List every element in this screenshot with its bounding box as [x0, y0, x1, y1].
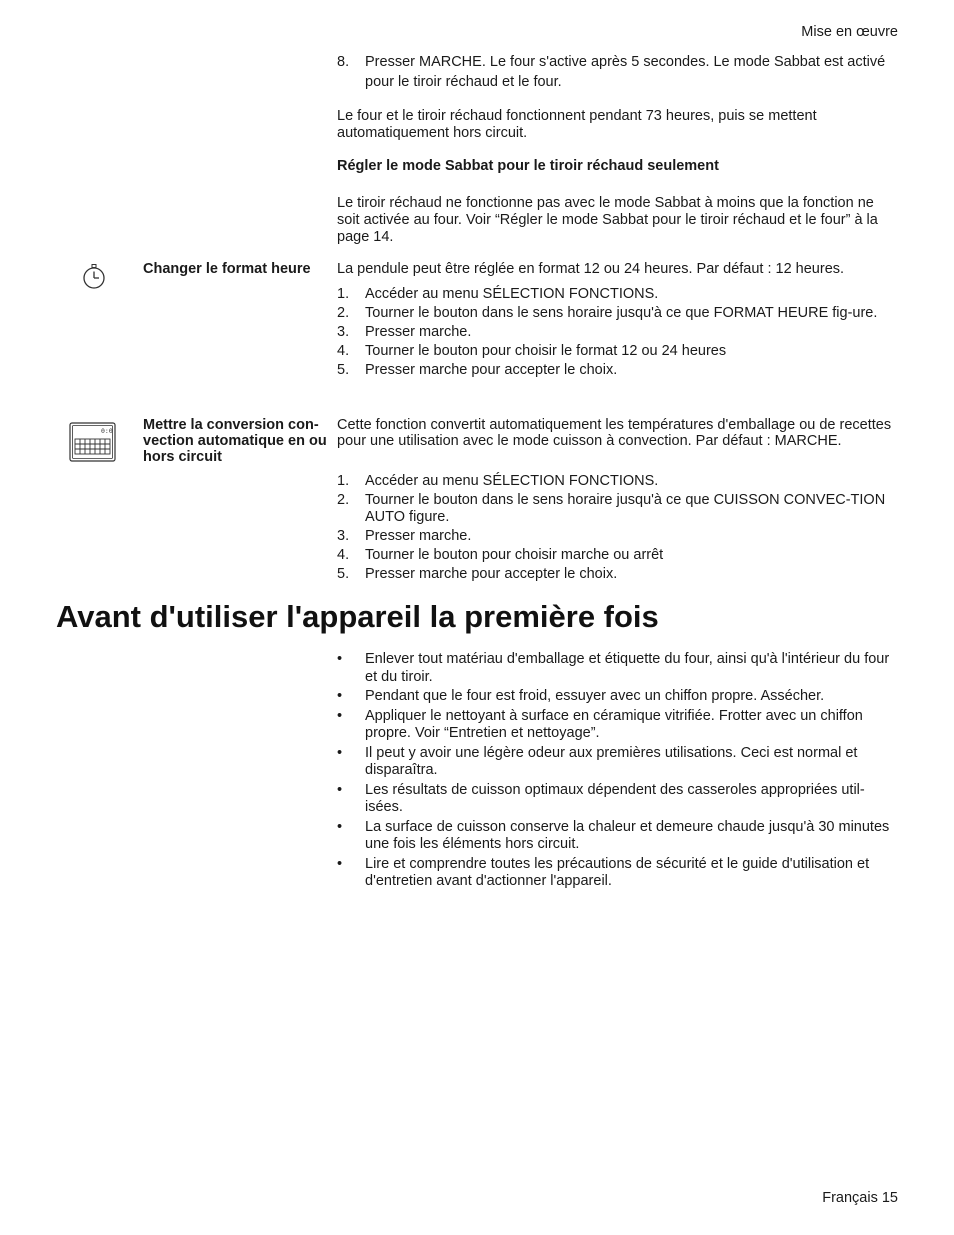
step-text: Tourner le bouton dans le sens horaire jusqu'à ce que CUISSON CONVEC-TION AUTO figure.: [365, 492, 886, 525]
bullet-text: La surface de cuisson conserve la chaleur et demeure chaude jusqu'à 30 minutes une fois les éléments hors circuit.: [365, 818, 890, 852]
clock-format-intro: La pendule peut être réglée en format 12 ou 24 heures. Par défaut : 12 heures.: [337, 261, 845, 277]
first-use-list: [337, 651, 897, 893]
clock-format-steps: [337, 286, 897, 379]
section-label-clock-format: Changer le format heure: [143, 261, 311, 277]
bullet: •: [337, 651, 343, 667]
step-text: Presser marche.: [365, 528, 472, 544]
sabbath-step-8: [337, 52, 897, 92]
list-item: [337, 708, 897, 743]
step-number: 5.: [337, 362, 350, 378]
bullet: •: [337, 781, 343, 798]
bullet: •: [337, 707, 343, 724]
list-item: [337, 782, 897, 817]
step-number: 5.: [337, 566, 350, 582]
clock-icon: [82, 264, 106, 290]
list-item: [337, 52, 897, 92]
bullet-text: Les résultats de cuisson optimaux dépendent des casseroles appropriées util-isées.: [365, 781, 865, 815]
sabbath-subheading: Régler le mode Sabbat pour le tiroir réchaud seulement: [337, 158, 719, 174]
step-text: Accéder au menu SÉLECTION FONCTIONS.: [365, 286, 659, 302]
bullet: •: [337, 855, 343, 872]
bullet-text: Lire et comprendre toutes les précautions de sécurité et le guide d'utilisation et d'entretien avant d'actionner l'appareil.: [365, 855, 870, 889]
list-item: [337, 286, 897, 303]
list-item: [337, 745, 897, 780]
bullet-text: Pendant que le four est froid, essuyer avec un chiffon propre. Assécher.: [365, 688, 825, 704]
step-number: 3.: [337, 324, 350, 340]
list-item: [337, 473, 897, 490]
list-item: [337, 362, 897, 379]
step-number: 1.: [337, 473, 350, 489]
bullet-text: Il peut y avoir une légère odeur aux premières utilisations. Ceci est normal et disparaîtra.: [365, 744, 858, 778]
bullet: •: [337, 744, 343, 761]
step-number: 2.: [337, 305, 350, 321]
step-text: Presser marche.: [365, 324, 472, 340]
sabbath-paragraph: Le four et le tiroir réchaud fonctionnent pendant 73 heures, puis se mettent automatiquement hors circuit.: [337, 108, 817, 141]
step-number: 3.: [337, 528, 350, 544]
step-text: Presser marche pour accepter le choix.: [365, 566, 618, 582]
convection-steps: [337, 473, 897, 583]
list-item: [337, 566, 897, 583]
step-number: 4.: [337, 343, 350, 359]
step-text: Tourner le bouton pour choisir marche ou arrêt: [365, 547, 664, 563]
bullet-text: Appliquer le nettoyant à surface en céramique vitrifiée. Frotter avec un chiffon propre. Voir “Entretien et nettoyage”.: [365, 707, 863, 741]
list-item: [337, 305, 897, 322]
section-label-convection: Mettre la conversion con-vection automatique en ou hors circuit: [143, 417, 327, 465]
control-panel-icon: [69, 422, 116, 462]
step-text: Presser MARCHE. Le four s'active après 5 secondes. Le mode Sabbat est activé pour le tiroir réchaud et le four.: [365, 54, 886, 90]
step-text: Presser marche pour accepter le choix.: [365, 362, 618, 378]
page-number: Français 15: [822, 1190, 898, 1206]
sabbath-paragraph-2: Le tiroir réchaud ne fonctionne pas avec le mode Sabbat à moins que la fonction ne soit activée au four. Voir “Régler le mode Sabbat pour le tiroir réchaud et le four” à la page 14.: [337, 195, 878, 245]
step-number: 4.: [337, 547, 350, 563]
running-header: Mise en œuvre: [801, 24, 898, 40]
step-number: 2.: [337, 492, 350, 508]
step-number: 8.: [337, 54, 350, 70]
step-number: 1.: [337, 286, 350, 302]
list-item: [337, 819, 897, 854]
step-text: Tourner le bouton dans le sens horaire jusqu'à ce que FORMAT HEURE fig-ure.: [365, 305, 878, 321]
list-item: [337, 492, 897, 526]
list-item: [337, 856, 897, 891]
section-heading: Avant d'utiliser l'appareil la première fois: [56, 599, 659, 634]
step-text: Tourner le bouton pour choisir le format 12 ou 24 heures: [365, 343, 727, 359]
convection-intro: Cette fonction convertit automatiquement les températures d'emballage ou de recettes pour une utilisation avec le mode cuisson à convection. Par défaut : MARCHE.: [337, 417, 892, 449]
list-item: [337, 651, 897, 686]
bullet-text: Enlever tout matériau d'emballage et étiquette du four, ainsi qu'à l'intérieur du four et du tiroir.: [365, 651, 890, 685]
bullet: •: [337, 818, 343, 835]
list-item: [337, 324, 897, 341]
step-text: Accéder au menu SÉLECTION FONCTIONS.: [365, 473, 659, 489]
bullet: •: [337, 688, 343, 704]
list-item: [337, 688, 897, 706]
list-item: [337, 343, 897, 360]
list-item: [337, 547, 897, 564]
list-item: [337, 528, 897, 545]
icon-display-text: 0:0: [101, 427, 113, 435]
